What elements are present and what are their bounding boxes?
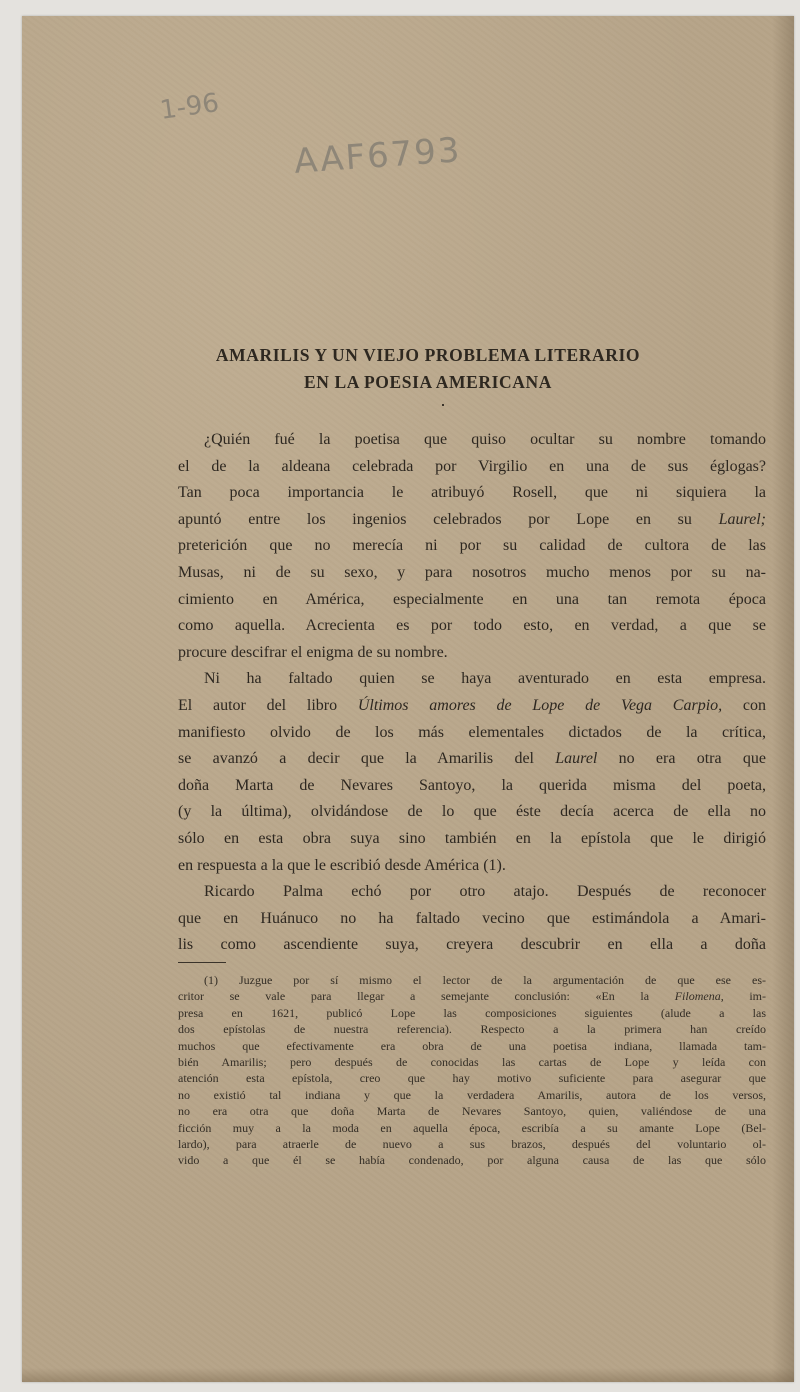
text-segment: como aquella. Acrecienta es por todo esto, en verdad, a que se (178, 617, 766, 635)
body-line (178, 533, 766, 560)
body-line (178, 666, 766, 693)
text-segment: Ni ha faltado quien se haya aventurado en esta empresa. (204, 670, 766, 688)
text-segment: critor se vale para llegar a semejante conclusión: «En la (178, 989, 675, 1004)
body-line (178, 879, 766, 906)
text-segment: el de la aldeana celebrada por Virgilio en una de sus églogas? (178, 457, 766, 475)
footnote-line (178, 1038, 766, 1054)
text-segment: manifiesto olvido de los más elementales dictados de la crítica, (178, 723, 766, 741)
text-segment: sólo en esta obra suya sino también en la epístola que le dirigió (178, 829, 766, 847)
footnote-line (178, 1152, 766, 1168)
article-title-line-2: EN LA POESIA AMERICANA (303, 372, 553, 392)
article-body (178, 427, 766, 959)
text-segment: atención esta epístola, creo que hay motivo suficiente para asegurar que (178, 1071, 766, 1086)
body-line (178, 746, 766, 773)
text-segment: im- (723, 989, 766, 1004)
handwritten-shelf-mark: 1-96 (158, 88, 221, 126)
text-segment: (y la última), olvidándose de lo que éste decía acerca de ella no (178, 803, 766, 821)
text-segment: con (722, 696, 767, 714)
body-line (178, 480, 766, 507)
text-segment: en respuesta a la que le escribió desde América (1). (178, 856, 506, 874)
text-segment: El autor del libro (178, 696, 358, 714)
footnote-line (178, 1021, 766, 1037)
text-segment: Musas, ni de su sexo, y para nosotros mucho menos por su na- (178, 563, 766, 581)
text-segment: ficción muy a la moda en aquella época, escribía a su amante Lope (Bel- (178, 1120, 766, 1135)
text-segment: presa en 1621, publicó Lope las composiciones siguientes (alude a las (178, 1005, 766, 1020)
text-segment: lardo), para atraerle de nuevo a sus brazos, después del voluntario ol- (178, 1136, 766, 1151)
handwritten-catalog-number: AAF6793 (292, 130, 463, 182)
italic-title-text: Últimos amores de Lope de Vega Carpio, (357, 696, 723, 714)
article-title-line-1: AMARILIS Y UN VIEJO PROBLEMA LITERARIO (215, 345, 641, 365)
body-line (178, 587, 766, 614)
body-line (178, 693, 766, 720)
italic-title-text: Laurel; (718, 510, 766, 528)
text-segment: muchos que efectivamente era obra de una poetisa indiana, llamada tam- (178, 1038, 766, 1053)
footnote-line (178, 1070, 766, 1086)
italic-title-text: Laurel (555, 750, 598, 768)
scanned-page (22, 16, 794, 1382)
text-segment: se avanzó a decir que la Amarilis del (178, 750, 556, 768)
italic-title-text: Filomena, (674, 989, 724, 1004)
text-segment: no era otra que doña Marta de Nevares Santoyo, quien, valiéndose de una (178, 1104, 766, 1119)
text-segment: lis como ascendiente suya, creyera descubrir en ella a doña (178, 936, 766, 954)
footnote-line (178, 988, 766, 1004)
footnote-line (178, 1103, 766, 1119)
page-edge-shadow (772, 16, 794, 1382)
text-segment: Tan poca importancia le atribuyó Rosell, que ni siquiera la (178, 484, 766, 502)
text-segment: Ricardo Palma echó por otro atajo. Después de reconocer (204, 883, 766, 901)
body-line (178, 826, 766, 853)
body-line (178, 906, 766, 933)
text-segment: ¿Quién fué la poetisa que quiso ocultar su nombre tomando (204, 431, 766, 448)
text-segment: cimiento en América, especialmente en una tan remota época (178, 590, 766, 608)
footnote-line (178, 972, 766, 988)
text-segment: no era otra que (597, 750, 766, 768)
title-ornament-dot (442, 404, 444, 406)
footnote-line (178, 1120, 766, 1136)
footnote-line (178, 1136, 766, 1152)
text-segment: (1) Juzgue por sí mismo el lector de la argumentación de que ese es- (204, 973, 766, 987)
body-line (178, 799, 766, 826)
text-segment: vido a que él se había condenado, por alguna causa de las que sólo (178, 1153, 766, 1168)
footnote-line (178, 1054, 766, 1070)
body-line (178, 773, 766, 800)
body-line (178, 560, 766, 587)
page-bottom-edge (22, 1368, 794, 1382)
text-segment: que en Huánuco no ha faltado vecino que estimándola a Amari- (178, 909, 766, 927)
text-segment: doña Marta de Nevares Santoyo, la querida misma del poeta, (178, 776, 766, 794)
body-line (178, 613, 766, 640)
text-segment: bién Amarilis; pero después de conocidas las cartas de Lope y leída con (178, 1054, 766, 1069)
footnote-separator (178, 962, 226, 963)
body-line (178, 932, 766, 959)
text-segment: procure descifrar el enigma de su nombre. (178, 643, 448, 661)
footnote-line (178, 1005, 766, 1021)
body-line (178, 640, 766, 667)
footnote (178, 972, 766, 1169)
text-segment: apuntó entre los ingenios celebrados por Lope en su (178, 510, 719, 528)
body-line (178, 507, 766, 534)
body-line (178, 454, 766, 481)
body-line (178, 853, 766, 880)
footnote-line (178, 1087, 766, 1103)
body-line (178, 720, 766, 747)
text-segment: preterición que no merecía ni por su calidad de cultora de las (178, 537, 766, 555)
body-line (178, 427, 766, 454)
text-segment: dos epístolas de nuestra referencia). Respecto a la primera han creído (178, 1022, 766, 1037)
text-segment: no existió tal indiana y que la verdadera Amarilis, autora de los versos, (178, 1087, 766, 1102)
